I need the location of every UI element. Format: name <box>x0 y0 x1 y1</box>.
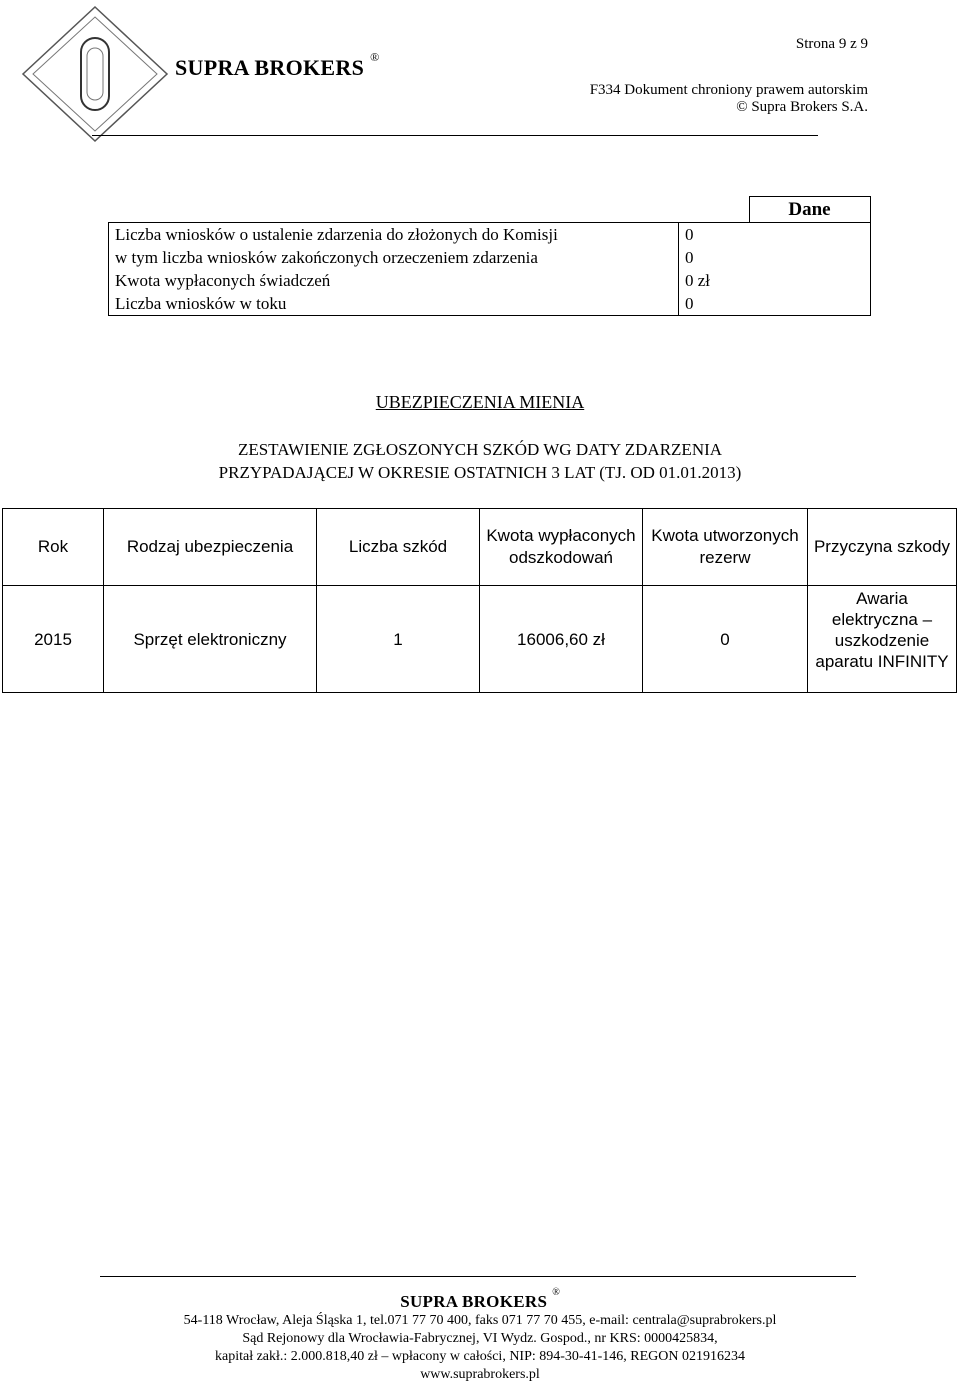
page-number: Strona 9 z 9 <box>795 36 868 52</box>
summary-line: ZESTAWIENIE ZGŁOSZONYCH SZKÓD WG DATY ZDARZENIA <box>237 440 723 459</box>
claims-table <box>2 508 957 693</box>
stats-header-row <box>109 197 871 223</box>
cell-type: Sprzęt elektroniczny <box>104 586 317 693</box>
cell-year: 2015 <box>3 586 104 693</box>
footer-address: 54-118 Wrocław, Aleja Śląska 1, tel.071 77 70 400, faks 071 77 70 455, e-mail: centrala@suprabrokers.pl <box>183 1313 777 1328</box>
stats-value: 0 <box>679 292 750 316</box>
stats-value: 0 <box>679 223 750 247</box>
stats-value: 0 <box>685 248 694 267</box>
column-header-type: Rodzaj ubezpieczenia <box>104 509 317 586</box>
cell-reserves: 0 <box>643 586 808 693</box>
summary-line: PRZYPADAJĄCEJ W OKRESIE OSTATNICH 3 LAT (TJ. OD 01.01.2013) <box>218 463 742 482</box>
table-row <box>109 246 871 269</box>
table-row <box>3 586 957 693</box>
header-brand-name: SUPRA BROKERS <box>175 55 365 80</box>
footer-court-registry: Sąd Rejonowy dla Wrocławia-Fabrycznej, VI Wydz. Gospod., nr KRS: 0000425834, <box>242 1331 718 1346</box>
column-header-reserves: Kwota utworzonych rezerw <box>643 509 808 586</box>
stats-label: w tym liczba wniosków zakończonych orzeczeniem zdarzenia <box>109 246 679 269</box>
company-logo <box>20 4 170 144</box>
stats-label: Kwota wypłaconych świadczeń <box>109 269 679 292</box>
stats-value: 0 zł <box>685 271 711 290</box>
table-row <box>109 223 871 247</box>
stats-column-header: Dane <box>749 197 870 223</box>
table-row <box>109 292 871 316</box>
column-header-cause: Przyczyna szkody <box>808 509 957 586</box>
stats-label: Liczba wniosków o ustalenie zdarzenia do złożonych do Komisji <box>109 223 679 247</box>
column-header-year: Rok <box>3 509 104 586</box>
header-brand <box>175 49 380 81</box>
footer-divider <box>100 1276 856 1277</box>
footer-website: www.suprabrokers.pl <box>420 1367 540 1382</box>
table-row <box>109 269 871 292</box>
copyright-owner: © Supra Brokers S.A. <box>736 99 868 115</box>
claims-header-row <box>3 509 957 586</box>
stats-label: Liczba wniosków w toku <box>109 292 679 316</box>
footer-brand <box>0 1287 960 1312</box>
cell-paid: 16006,60 zł <box>480 586 643 693</box>
stats-table <box>108 196 871 316</box>
registered-icon: ® <box>552 1287 560 1299</box>
copyright-notice: F334 Dokument chroniony prawem autorskim <box>589 82 868 98</box>
header-divider <box>92 135 818 136</box>
column-header-paid: Kwota wypłaconych odszkodowań <box>480 509 643 586</box>
cell-cause: Awaria elektryczna – uszkodzenie aparatu INFINITY <box>808 586 957 693</box>
column-header-count: Liczba szkód <box>317 509 480 586</box>
footer-brand-name: SUPRA BROKERS <box>400 1292 548 1311</box>
registered-icon: ® <box>370 49 380 64</box>
cell-count: 1 <box>317 586 480 693</box>
footer-capital: kapitał zakł.: 2.000.818,40 zł – wpłacony w całości, NIP: 894-30-41-146, REGON 021916234 <box>215 1349 745 1364</box>
section-title: UBEZPIECZENIA MIENIA <box>375 392 585 412</box>
